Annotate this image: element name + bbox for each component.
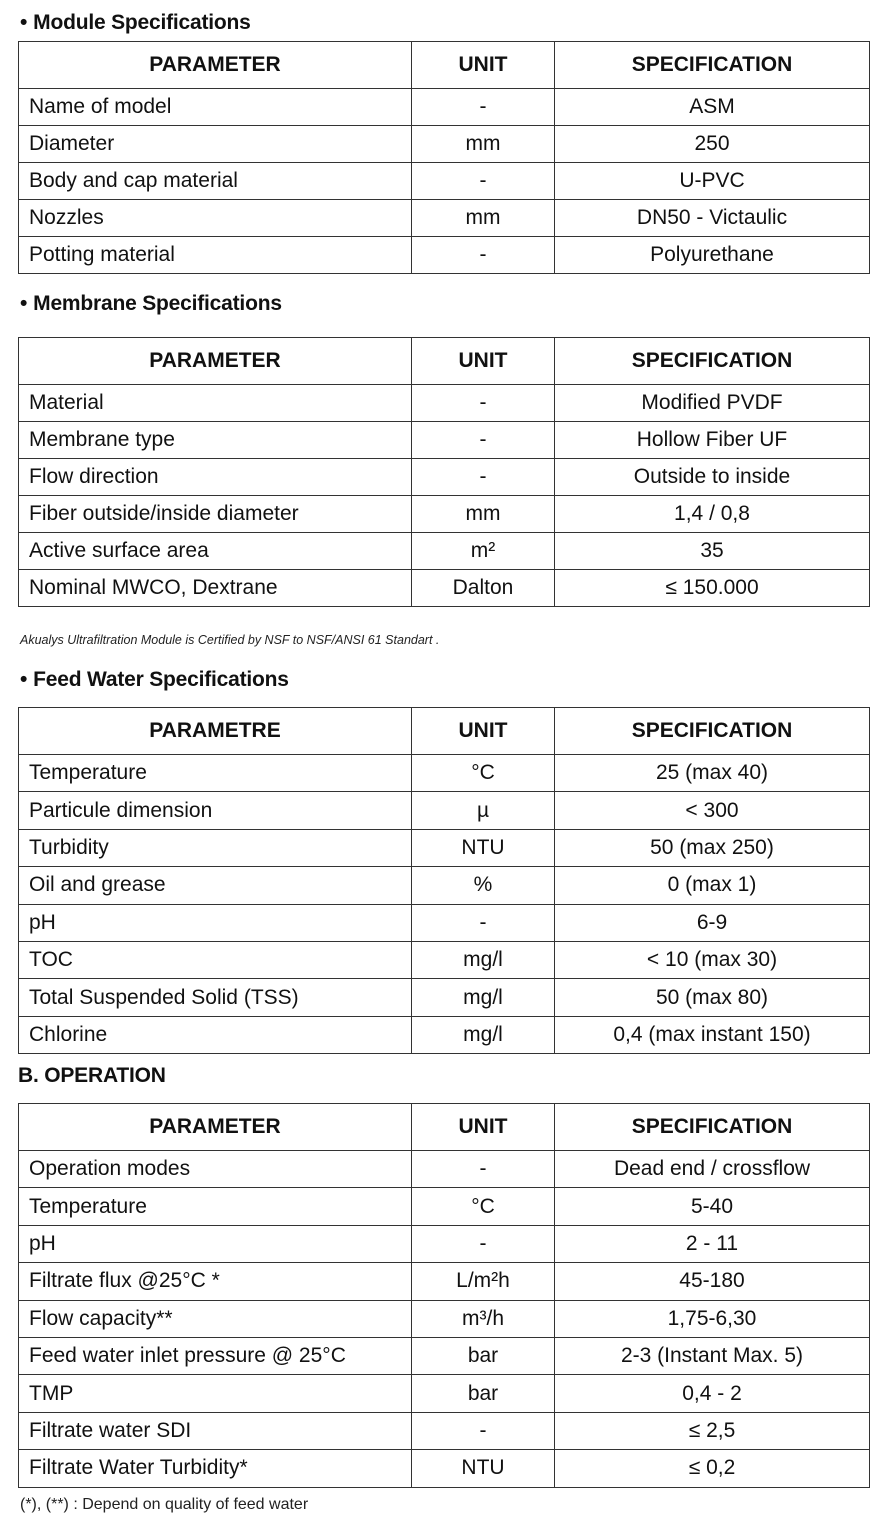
parameter-cell: pH xyxy=(19,904,412,941)
parameter-cell: Flow direction xyxy=(19,459,412,496)
specification-cell: ASM xyxy=(555,89,870,126)
parameter-cell: Particule dimension xyxy=(19,792,412,829)
unit-cell: - xyxy=(412,1412,555,1449)
specification-cell: U-PVC xyxy=(555,163,870,200)
specification-cell: 2-3 (Instant Max. 5) xyxy=(555,1337,870,1374)
table-row xyxy=(19,237,870,274)
unit-cell: °C xyxy=(412,1188,555,1225)
column-header: UNIT xyxy=(412,708,555,755)
specification-cell: 25 (max 40) xyxy=(555,755,870,792)
table-row xyxy=(19,126,870,163)
unit-cell: NTU xyxy=(412,1450,555,1487)
unit-cell: - xyxy=(412,1225,555,1262)
table-row xyxy=(19,533,870,570)
unit-cell: mm xyxy=(412,126,555,163)
unit-cell: Dalton xyxy=(412,570,555,607)
parameter-cell: Turbidity xyxy=(19,829,412,866)
table-row xyxy=(19,792,870,829)
bullet-icon: • xyxy=(20,11,28,34)
module-specifications-heading: • Module Specifications xyxy=(20,11,251,34)
specification-cell: Modified PVDF xyxy=(555,385,870,422)
table-row xyxy=(19,1225,870,1262)
parameter-cell: Material xyxy=(19,385,412,422)
column-header: PARAMETER xyxy=(19,42,412,89)
parameter-cell: Temperature xyxy=(19,755,412,792)
operation-table xyxy=(18,1103,870,1488)
unit-cell: - xyxy=(412,385,555,422)
column-header: UNIT xyxy=(412,338,555,385)
column-header: UNIT xyxy=(412,42,555,89)
unit-cell: - xyxy=(412,237,555,274)
column-header: SPECIFICATION xyxy=(555,708,870,755)
table-row xyxy=(19,1450,870,1487)
unit-cell: bar xyxy=(412,1375,555,1412)
unit-cell: - xyxy=(412,422,555,459)
unit-cell: mm xyxy=(412,200,555,237)
parameter-cell: Temperature xyxy=(19,1188,412,1225)
membrane-specifications-heading: • Membrane Specifications xyxy=(20,292,282,315)
unit-cell: m³/h xyxy=(412,1300,555,1337)
unit-cell: NTU xyxy=(412,829,555,866)
specification-cell: 250 xyxy=(555,126,870,163)
specification-cell: ≤ 150.000 xyxy=(555,570,870,607)
parameter-cell: Feed water inlet pressure @ 25°C xyxy=(19,1337,412,1374)
parameter-cell: Oil and grease xyxy=(19,867,412,904)
unit-cell: °C xyxy=(412,755,555,792)
table-header-row xyxy=(19,1104,870,1151)
specification-cell: Hollow Fiber UF xyxy=(555,422,870,459)
table-row xyxy=(19,904,870,941)
unit-cell: mg/l xyxy=(412,941,555,978)
specification-cell: 2 - 11 xyxy=(555,1225,870,1262)
table-row xyxy=(19,496,870,533)
specification-cell: 50 (max 80) xyxy=(555,979,870,1016)
specification-cell: 35 xyxy=(555,533,870,570)
table-row xyxy=(19,755,870,792)
parameter-cell: Filtrate flux @25°C * xyxy=(19,1263,412,1300)
parameter-cell: TOC xyxy=(19,941,412,978)
unit-cell: % xyxy=(412,867,555,904)
unit-cell: mg/l xyxy=(412,979,555,1016)
specification-cell: Polyurethane xyxy=(555,237,870,274)
unit-cell: - xyxy=(412,904,555,941)
parameter-cell: Filtrate water SDI xyxy=(19,1412,412,1449)
parameter-cell: Body and cap material xyxy=(19,163,412,200)
unit-cell: µ xyxy=(412,792,555,829)
table-row xyxy=(19,459,870,496)
table-row xyxy=(19,1412,870,1449)
footnote: (*), (**) : Depend on quality of feed water xyxy=(20,1496,309,1513)
table-row xyxy=(19,941,870,978)
table-row xyxy=(19,570,870,607)
unit-cell: bar xyxy=(412,1337,555,1374)
bullet-icon: • xyxy=(20,668,28,691)
unit-cell: mm xyxy=(412,496,555,533)
specification-cell: Outside to inside xyxy=(555,459,870,496)
unit-cell: L/m²h xyxy=(412,1263,555,1300)
parameter-cell: Membrane type xyxy=(19,422,412,459)
table-row xyxy=(19,1337,870,1374)
specification-cell: ≤ 0,2 xyxy=(555,1450,870,1487)
table-row xyxy=(19,1300,870,1337)
specification-cell: 50 (max 250) xyxy=(555,829,870,866)
table-row xyxy=(19,979,870,1016)
specification-cell: 0 (max 1) xyxy=(555,867,870,904)
column-header: PARAMETER xyxy=(19,338,412,385)
parameter-cell: Active surface area xyxy=(19,533,412,570)
parameter-cell: TMP xyxy=(19,1375,412,1412)
specification-cell: 45-180 xyxy=(555,1263,870,1300)
table-header-row xyxy=(19,708,870,755)
column-header: PARAMETER xyxy=(19,1104,412,1151)
operation-heading: B. OPERATION xyxy=(18,1064,166,1087)
table-row xyxy=(19,89,870,126)
parameter-cell: Diameter xyxy=(19,126,412,163)
unit-cell: - xyxy=(412,1151,555,1188)
table-row xyxy=(19,1375,870,1412)
column-header: SPECIFICATION xyxy=(555,42,870,89)
parameter-cell: Total Suspended Solid (TSS) xyxy=(19,979,412,1016)
certification-note: Akualys Ultrafiltration Module is Certified by NSF to NSF/ANSI 61 Standart . xyxy=(20,633,440,647)
column-header: SPECIFICATION xyxy=(555,338,870,385)
table-row xyxy=(19,1151,870,1188)
parameter-cell: Flow capacity** xyxy=(19,1300,412,1337)
parameter-cell: Operation modes xyxy=(19,1151,412,1188)
specification-cell: ≤ 2,5 xyxy=(555,1412,870,1449)
table-row xyxy=(19,1263,870,1300)
specification-cell: 0,4 (max instant 150) xyxy=(555,1016,870,1053)
feed-water-specifications-heading: • Feed Water Specifications xyxy=(20,668,289,691)
specification-cell: 0,4 - 2 xyxy=(555,1375,870,1412)
specification-cell: 6-9 xyxy=(555,904,870,941)
table-row xyxy=(19,1188,870,1225)
membrane-specifications-table xyxy=(18,337,870,607)
parameter-cell: Filtrate Water Turbidity* xyxy=(19,1450,412,1487)
parameter-cell: Chlorine xyxy=(19,1016,412,1053)
specification-cell: < 300 xyxy=(555,792,870,829)
table-header-row xyxy=(19,42,870,89)
parameter-cell: pH xyxy=(19,1225,412,1262)
feed-water-specifications-table xyxy=(18,707,870,1054)
column-header: SPECIFICATION xyxy=(555,1104,870,1151)
parameter-cell: Nominal MWCO, Dextrane xyxy=(19,570,412,607)
table-row xyxy=(19,163,870,200)
parameter-cell: Potting material xyxy=(19,237,412,274)
specification-cell: < 10 (max 30) xyxy=(555,941,870,978)
unit-cell: - xyxy=(412,459,555,496)
specification-cell: 1,4 / 0,8 xyxy=(555,496,870,533)
table-row xyxy=(19,385,870,422)
unit-cell: m² xyxy=(412,533,555,570)
parameter-cell: Fiber outside/inside diameter xyxy=(19,496,412,533)
unit-cell: mg/l xyxy=(412,1016,555,1053)
table-row xyxy=(19,1016,870,1053)
parameter-cell: Name of model xyxy=(19,89,412,126)
specification-cell: Dead end / crossflow xyxy=(555,1151,870,1188)
table-row xyxy=(19,867,870,904)
table-row xyxy=(19,200,870,237)
column-header: UNIT xyxy=(412,1104,555,1151)
bullet-icon: • xyxy=(20,292,28,315)
table-row xyxy=(19,829,870,866)
specification-cell: DN50 - Victaulic xyxy=(555,200,870,237)
table-header-row xyxy=(19,338,870,385)
unit-cell: - xyxy=(412,163,555,200)
module-specifications-table xyxy=(18,41,870,274)
table-row xyxy=(19,422,870,459)
parameter-cell: Nozzles xyxy=(19,200,412,237)
specification-cell: 5-40 xyxy=(555,1188,870,1225)
column-header: PARAMETRE xyxy=(19,708,412,755)
unit-cell: - xyxy=(412,89,555,126)
specification-cell: 1,75-6,30 xyxy=(555,1300,870,1337)
